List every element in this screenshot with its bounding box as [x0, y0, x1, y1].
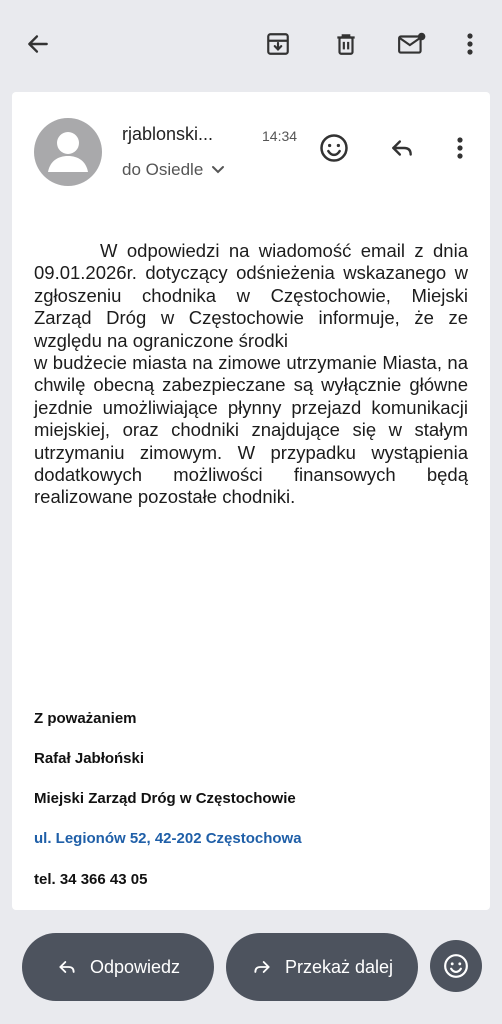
sender-name[interactable]: rjablonski... — [122, 124, 214, 144]
emoji-button[interactable] — [430, 940, 482, 992]
email-card — [12, 92, 490, 910]
more-vertical-icon[interactable] — [442, 130, 478, 166]
recipient-dropdown[interactable] — [122, 160, 225, 180]
top-app-bar — [0, 0, 502, 88]
reply-icon[interactable] — [384, 130, 420, 166]
signature-greeting: Z poważaniem — [34, 710, 137, 727]
person-icon — [34, 118, 102, 186]
signature-address-link[interactable]: ul. Legionów 52, 42-202 Częstochowa — [34, 830, 302, 847]
emoji-icon — [443, 953, 469, 979]
signature-organization: Miejski Zarząd Dróg w Częstochowie — [34, 790, 296, 807]
recipient-label: do Osiedle — [122, 160, 204, 179]
signature-phone[interactable]: tel. 34 366 43 05 — [34, 871, 148, 888]
mail-unread-icon[interactable] — [394, 26, 430, 62]
forward-icon — [251, 957, 273, 977]
forward-button[interactable] — [226, 933, 418, 1001]
timestamp: 14:34 — [262, 128, 298, 144]
body-paragraph: W odpowiedzi na wiadomość email z dnia 09.01.2026r. dotyczący odśnieżenia wskazanego w zgłoszeniu chodnika w Częstochowie, Miejski Zarząd Dróg w Częstochowie informuje, że ze względu na ograniczone środki — [34, 240, 468, 351]
reply-button[interactable] — [22, 933, 214, 1001]
emoji-react-icon[interactable] — [316, 130, 352, 166]
reply-button-label: Odpowiedz — [89, 956, 181, 977]
email-body — [34, 240, 468, 509]
trash-icon[interactable] — [328, 26, 364, 62]
more-vertical-icon[interactable] — [452, 26, 488, 62]
archive-icon[interactable] — [260, 26, 296, 62]
forward-button-label: Przekaż dalej — [284, 956, 394, 977]
reply-icon — [56, 957, 78, 977]
back-arrow-icon[interactable] — [20, 26, 56, 62]
signature-name: Rafał Jabłoński — [34, 750, 145, 767]
chevron-down-icon — [211, 165, 225, 175]
avatar[interactable] — [34, 118, 102, 186]
body-paragraph: w budżecie miasta na zimowe utrzymanie Miasta, na chwilę obecną zabezpieczane są wyłącznie główne jezdnie umożliwiające płynny przejazd komunikacji miejskiej, oraz chodniki znajdujące się w stałym utrzymaniu zimowym. W przypadku wystąpienia dodatkowych możliwości finansowych będą realizowane pozostałe chodniki. — [34, 352, 468, 508]
